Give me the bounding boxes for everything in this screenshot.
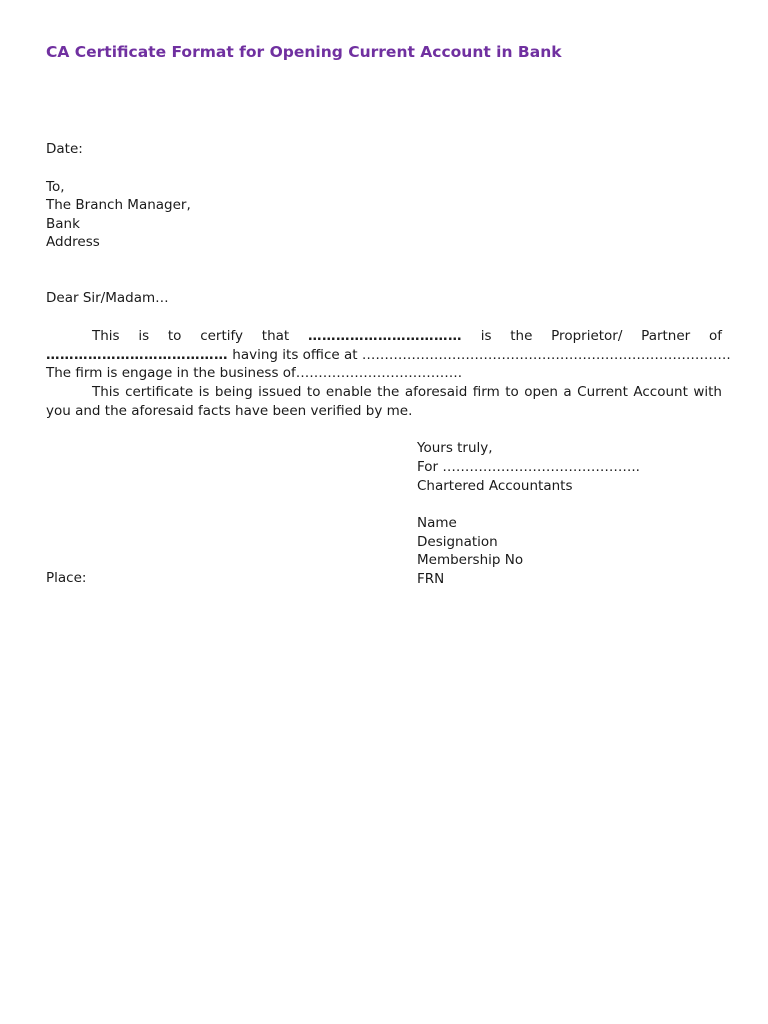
body-word: is bbox=[480, 328, 492, 344]
body-word: Proprietor/ bbox=[551, 328, 623, 344]
proprietor-name-blank: …………………………… bbox=[307, 328, 462, 344]
closing: Yours truly, bbox=[417, 440, 493, 456]
body-line-1 bbox=[46, 327, 722, 346]
designation-label: Designation bbox=[417, 534, 498, 550]
body-word: Partner bbox=[641, 328, 691, 344]
salutation: Dear Sir/Madam… bbox=[46, 290, 169, 306]
frn-label: FRN bbox=[417, 571, 445, 587]
body-word: the bbox=[510, 328, 533, 344]
name-label: Name bbox=[417, 515, 457, 531]
membership-label: Membership No bbox=[417, 552, 524, 568]
address-bank: Bank bbox=[46, 216, 80, 232]
body-word: certify bbox=[200, 328, 244, 344]
firm-name-blank: ………………………………… bbox=[46, 346, 228, 363]
body-word: This bbox=[92, 328, 120, 344]
body-line-3: The firm is engage in the business of………………………………. bbox=[46, 365, 463, 382]
date-label: Date: bbox=[46, 141, 83, 157]
body-line-2 bbox=[46, 346, 731, 365]
address-line: Address bbox=[46, 234, 100, 250]
body-word: that bbox=[261, 328, 290, 344]
document-title: CA Certificate Format for Opening Current Account in Bank bbox=[46, 43, 562, 61]
office-address-blank: having its office at ………………………………………………………………………. bbox=[228, 346, 731, 363]
firm-label: Chartered Accountants bbox=[417, 478, 573, 494]
place-label: Place: bbox=[46, 570, 87, 586]
body-word: to bbox=[167, 328, 182, 344]
address-to: To, bbox=[46, 179, 65, 195]
for-line: For …………………………………….. bbox=[417, 459, 640, 475]
address-recipient: The Branch Manager, bbox=[46, 197, 191, 213]
body-paragraph-2: This certificate is being issued to enable the aforesaid firm to open a Current Account with you and the aforesaid facts have been verified by me. bbox=[46, 384, 722, 419]
body-word: of bbox=[708, 328, 722, 344]
certificate-body bbox=[46, 327, 731, 421]
body-word: is bbox=[138, 328, 150, 344]
